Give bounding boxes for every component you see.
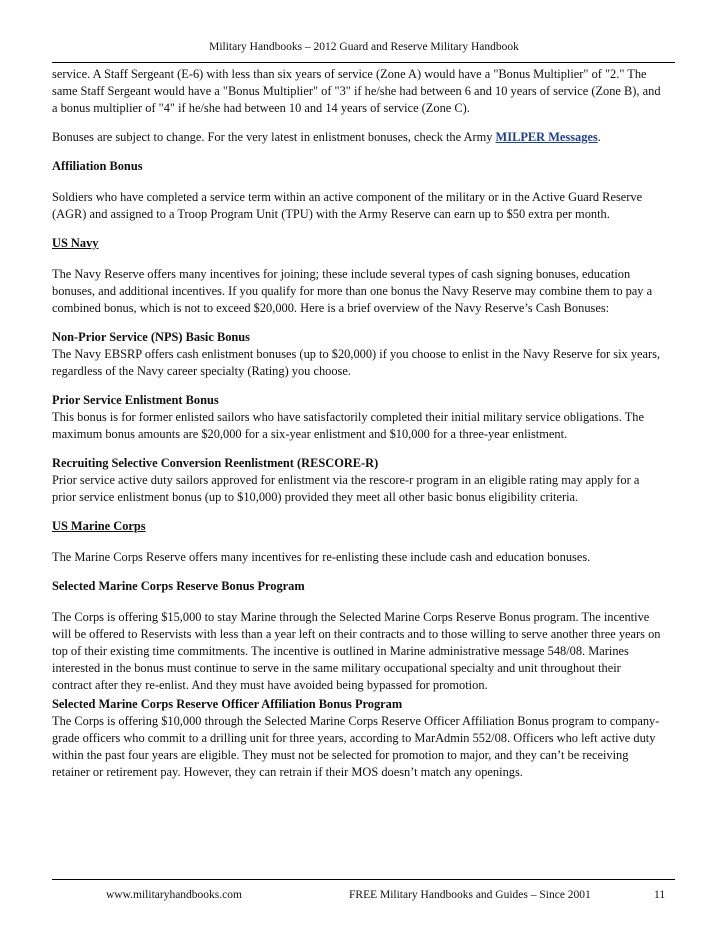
footer-tagline: FREE Military Handbooks and Guides – Since 2001 bbox=[349, 889, 591, 901]
nps-bonus-block bbox=[52, 329, 662, 380]
nps-bonus-text: The Navy EBSRP offers cash enlistment bonuses (up to $20,000) if you choose to enlist in the Navy Reserve for six years, regardless of the Navy career specialty (Rating) you choose. bbox=[52, 347, 661, 378]
officer-bonus-title: Selected Marine Corps Reserve Officer Affiliation Bonus Program bbox=[52, 697, 403, 711]
prior-service-title: Prior Service Enlistment Bonus bbox=[52, 393, 219, 407]
footer-divider bbox=[52, 879, 675, 880]
bonus-change-end: . bbox=[597, 130, 601, 144]
us-marine-corps-text: The Marine Corps Reserve offers many incentives for re-enlisting these include cash and education bonuses. bbox=[52, 550, 591, 564]
bonus-change-text: Bonuses are subject to change. For the very latest in enlistment bonuses, check the Army bbox=[52, 130, 496, 144]
affiliation-bonus-heading: Affiliation Bonus bbox=[52, 159, 143, 173]
milper-messages-link[interactable]: MILPER Messages bbox=[495, 130, 598, 144]
officer-bonus-block bbox=[52, 696, 662, 781]
header-divider bbox=[52, 62, 675, 63]
nps-bonus-title: Non-Prior Service (NPS) Basic Bonus bbox=[52, 330, 251, 344]
bonus-multiplier-paragraph: service. A Staff Sergeant (E-6) with less than six years of service (Zone A) would have a "Bonus Multiplier" of "2." The same Staff Sergeant would have a "Bonus Multiplier" of "3" if he/she had between 6 and 10 years of service (Zone B), and a bonus multiplier of "4" if he/she had between 10 and 14 years of service (Zone C). bbox=[52, 67, 661, 115]
rescore-block bbox=[52, 455, 662, 506]
officer-bonus-text: The Corps is offering $10,000 through the Selected Marine Corps Reserve Officer Affiliation Bonus program to company-grade officers who commit to a drilling unit for three years, according to MarAdmin 552/08. Officers who left active duty within the past four years are eligible. They must not be selected for promotion to major, and they can’t be receiving retainer or retirement pay. However, they can retrain if their MOS doesn’t match any openings. bbox=[52, 714, 660, 779]
prior-service-block bbox=[52, 392, 662, 443]
us-navy-text: The Navy Reserve offers many incentives for joining; these include several types of cash signing bonuses, education bonuses, and additional incentives. If you qualify for more than one bonus the Navy Reserve may combine them to pay a combined bonus, which is not to exceed $20,000. Here is a brief overview of the Navy Reserve’s Cash Bonuses: bbox=[52, 267, 653, 315]
prior-service-text: This bonus is for former enlisted sailors who have satisfactorily completed their initial military service obligations. The maximum bonus amounts are $20,000 for a six-year enlistment and $10,000 for a three-year enlistment. bbox=[52, 410, 644, 441]
us-marine-corps-heading: US Marine Corps bbox=[52, 519, 146, 533]
smcr-bonus-heading: Selected Marine Corps Reserve Bonus Program bbox=[52, 579, 305, 593]
affiliation-bonus-text: Soldiers who have completed a service term within an active component of the military or in the Active Guard Reserve (AGR) and assigned to a Troop Program Unit (TPU) with the Army Reserve can earn up to $50 extra per month. bbox=[52, 190, 643, 221]
page-header: Military Handbooks – 2012 Guard and Reserve Military Handbook bbox=[209, 41, 519, 53]
footer-site: www.militaryhandbooks.com bbox=[106, 889, 242, 901]
page-number: 11 bbox=[654, 889, 666, 901]
smcr-bonus-text: The Corps is offering $15,000 to stay Marine through the Selected Marine Corps Reserve Bonus program. The incentive will be offered to Reservists with less than a year left on their contracts and to those willing to serve another three years on top of their existing time commitments. The incentive is outlined in Marine administrative message 548/08. Marines interested in the bonus must continue to serve in the same military occupational specialty and unit throughout their contract after they re-enlist. And they must have avoided being bypassed for promotion. bbox=[52, 610, 661, 692]
page-body bbox=[52, 66, 662, 793]
bonus-change-paragraph bbox=[52, 129, 662, 146]
rescore-title: Recruiting Selective Conversion Reenlistment (RESCORE-R) bbox=[52, 456, 379, 470]
us-navy-heading: US Navy bbox=[52, 236, 99, 250]
rescore-text: Prior service active duty sailors approved for enlistment via the rescore-r program in an eligible rating may apply for a prior service enlistment bonus (up to $10,000) provided they meet all other basic bonus eligibility criteria. bbox=[52, 473, 640, 504]
